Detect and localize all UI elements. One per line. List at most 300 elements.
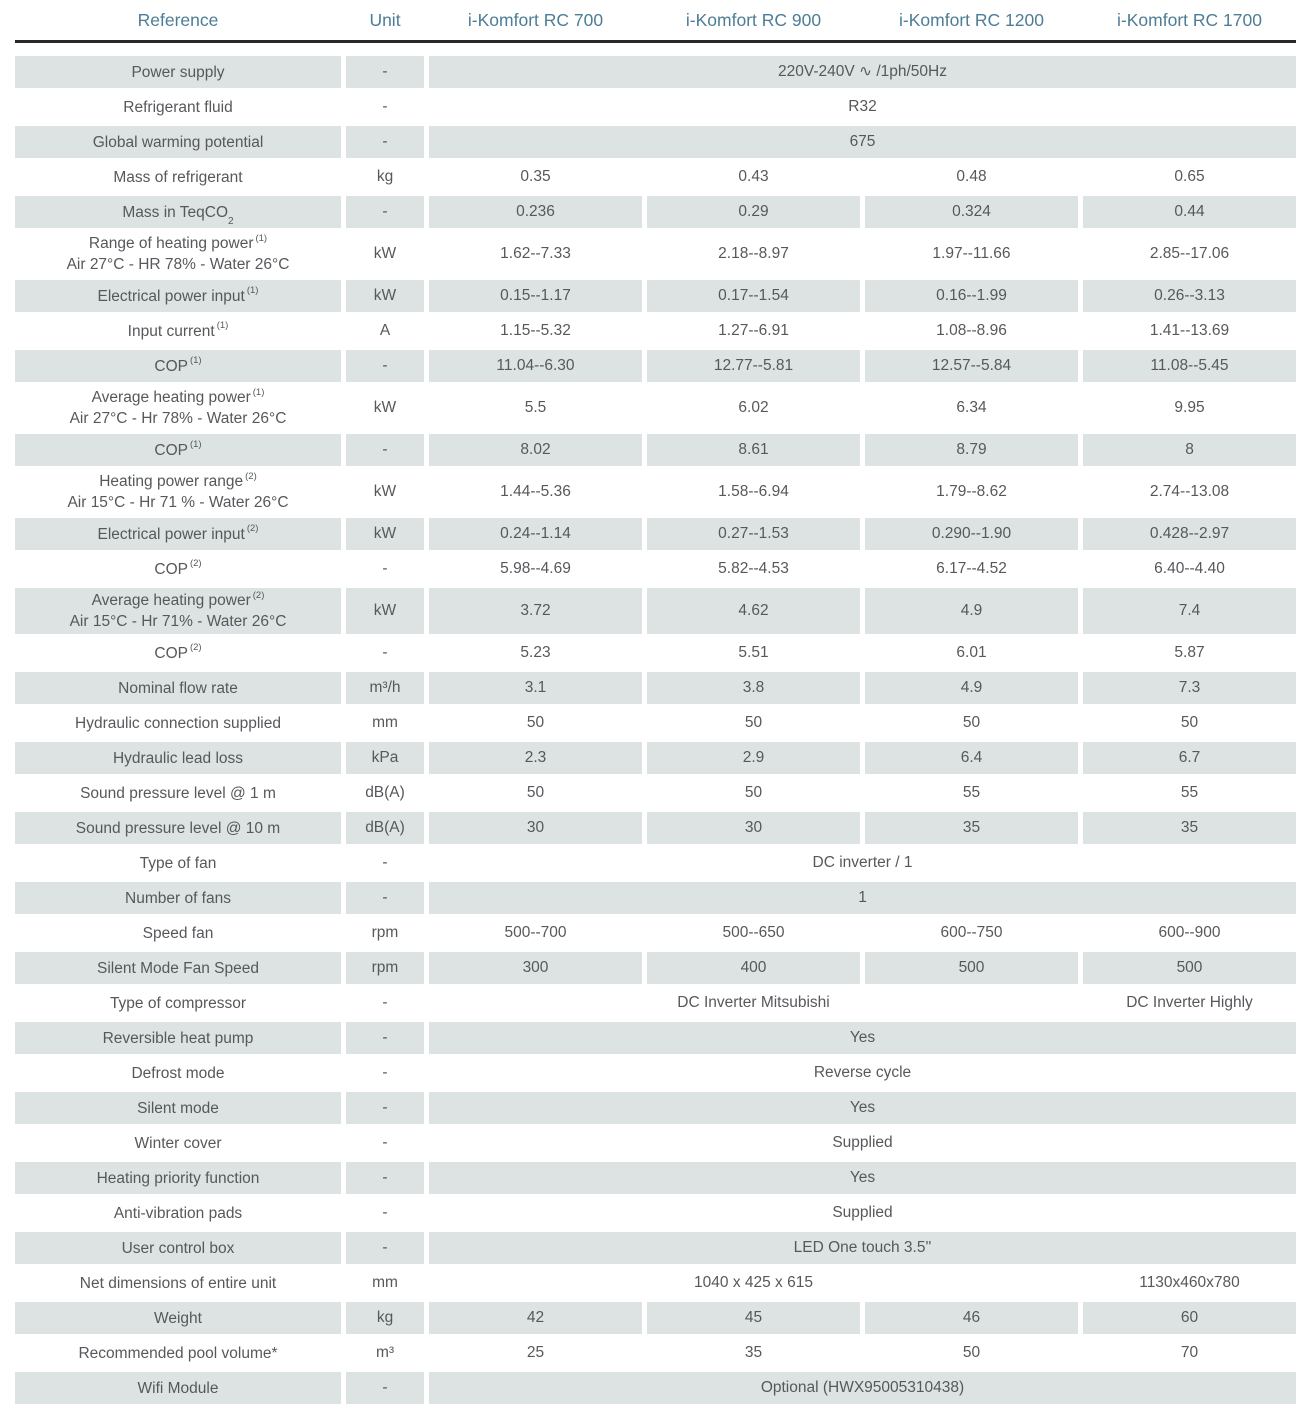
row-value: 0.16--1.99 [865, 280, 1078, 312]
row-label-text: Mass of refrigerant [113, 168, 243, 186]
row-label [15, 952, 341, 984]
row-value: 8 [1083, 434, 1296, 466]
row-label-text: Sound pressure level @ 10 m [75, 819, 281, 837]
row-label [15, 434, 341, 466]
row-label [15, 847, 341, 879]
row-label-line [93, 132, 264, 153]
table-row [15, 553, 1296, 585]
row-label-text: COP [154, 441, 188, 459]
row-label-text: User control box [121, 1239, 235, 1257]
row-value-span3: 1040 x 425 x 615 [694, 1274, 813, 1291]
row-label-text: Global warming potential [92, 133, 264, 151]
row-value: 50 [526, 784, 545, 801]
row-value: 12.77--5.81 [647, 350, 860, 382]
row-value: 0.43 [738, 168, 769, 185]
row-unit: - [346, 350, 424, 382]
row-value: 0.29 [647, 196, 860, 228]
table-row [15, 1267, 1296, 1299]
row-label-line [113, 748, 243, 769]
table-row [15, 1127, 1296, 1159]
table-row [15, 1092, 1296, 1124]
row-label-line [125, 888, 231, 909]
row-label-line [154, 356, 201, 377]
row-label [15, 1232, 341, 1264]
row-label [15, 91, 341, 123]
row-value: 8.61 [647, 434, 860, 466]
row-value: 0.48 [956, 168, 987, 185]
row-label-line [154, 559, 201, 580]
row-unit: rpm [371, 924, 399, 941]
row-value: 1.15--5.32 [500, 322, 571, 339]
row-label-line [89, 233, 267, 254]
row-value: 600--750 [940, 924, 1003, 941]
row-unit: kW [373, 483, 397, 500]
row-value: 6.34 [956, 399, 987, 416]
row-value: 6.7 [1083, 742, 1296, 774]
row-unit: kW [346, 588, 424, 634]
table-row [15, 1302, 1296, 1334]
row-value-span4: Reverse cycle [813, 1064, 912, 1081]
table-row [15, 1337, 1296, 1369]
row-label-line [92, 590, 265, 611]
row-unit: - [346, 56, 424, 88]
column-header-rc1700: i-Komfort RC 1700 [1083, 0, 1296, 40]
row-label-text: Anti-vibration pads [113, 1204, 243, 1222]
table-row [15, 126, 1296, 158]
row-value: 5.23 [520, 644, 551, 661]
row-value: 42 [429, 1302, 642, 1334]
row-unit: - [382, 994, 388, 1011]
row-label-text: Range of heating power [88, 235, 254, 252]
row-value: 2.3 [429, 742, 642, 774]
row-value: 2.18--8.97 [718, 245, 789, 262]
row-value: 4.9 [865, 672, 1078, 704]
row-value: 2.74--13.08 [1149, 483, 1230, 500]
table-row [15, 1057, 1296, 1089]
row-label-line [80, 783, 276, 804]
row-value: 3.1 [429, 672, 642, 704]
row-label [15, 280, 341, 312]
row-value-span4: 220V-240V ∿ /1ph/50Hz [429, 56, 1296, 88]
row-value: 35 [865, 812, 1078, 844]
row-value: 8.02 [429, 434, 642, 466]
row-unit: kW [346, 280, 424, 312]
row-unit: - [382, 98, 388, 115]
table-row [15, 987, 1296, 1019]
row-unit: - [346, 1092, 424, 1124]
row-value-span4: LED One touch 3.5'' [429, 1232, 1296, 1264]
row-label [15, 777, 341, 809]
row-value: 1.08--8.96 [936, 322, 1007, 339]
table-row [15, 588, 1296, 634]
table-row [15, 1372, 1296, 1404]
row-label-text: Electrical power input [97, 287, 245, 305]
column-header-unit: Unit [346, 0, 424, 40]
row-label-line [98, 286, 259, 307]
row-label-text: Average heating power [91, 389, 251, 406]
row-unit: - [382, 644, 388, 661]
row-label-text: COP [154, 644, 188, 662]
row-value: 11.08--5.45 [1083, 350, 1296, 382]
row-label-text: Input current [127, 322, 215, 340]
row-label-text: Defrost mode [131, 1064, 225, 1082]
table-row [15, 231, 1296, 277]
row-value: 1.27--6.91 [718, 322, 789, 339]
table-row [15, 1197, 1296, 1229]
row-value-span4: Supplied [832, 1204, 893, 1221]
row-label-line [97, 958, 259, 979]
row-value: 7.4 [1083, 588, 1296, 634]
row-label-text: Silent Mode Fan Speed [97, 959, 259, 977]
row-value: 6.17--4.52 [936, 560, 1007, 577]
row-value: 45 [647, 1302, 860, 1334]
row-label-text: Heating priority function [96, 1169, 260, 1187]
row-label-line [78, 1343, 277, 1364]
row-value: 500 [865, 952, 1078, 984]
row-unit: dB(A) [346, 812, 424, 844]
row-value: 0.17--1.54 [647, 280, 860, 312]
row-label-text: Reversible heat pump [102, 1029, 254, 1047]
row-value: 30 [647, 812, 860, 844]
row-label-line [143, 923, 214, 944]
row-unit: dB(A) [365, 784, 405, 801]
row-unit: A [379, 322, 391, 339]
row-label-text: Type of compressor [109, 994, 247, 1012]
row-label-text: Weight [154, 1309, 202, 1327]
table-row [15, 315, 1296, 347]
table-row [15, 742, 1296, 774]
row-value-span4: Optional (HWX95005310438) [429, 1372, 1296, 1404]
row-value: 1.97--11.66 [932, 245, 1011, 262]
row-label-line [122, 1238, 235, 1259]
row-unit: - [346, 1232, 424, 1264]
row-value: 300 [429, 952, 642, 984]
row-value: 35 [1083, 812, 1296, 844]
row-label [15, 315, 341, 347]
row-label-line [135, 1133, 222, 1154]
row-label-text: Power supply [131, 63, 225, 81]
row-label [15, 987, 341, 1019]
row-label [15, 1022, 341, 1054]
row-label [15, 1372, 341, 1404]
row-label-line [131, 62, 224, 83]
table-row [15, 91, 1296, 123]
header-divider [15, 40, 1296, 43]
row-label-conditions: Air 27°C - Hr 78% - Water 26°C [69, 410, 287, 427]
row-label-text: Silent mode [137, 1099, 219, 1117]
row-label-text: Winter cover [134, 1134, 222, 1152]
row-value: 12.57--5.84 [865, 350, 1078, 382]
row-label-line [113, 167, 242, 188]
row-value: 50 [526, 714, 545, 731]
row-value: 70 [1180, 1344, 1199, 1361]
row-value: 5.51 [738, 644, 769, 661]
row-value: 55 [962, 784, 981, 801]
row-label-line [131, 1063, 224, 1084]
row-label [15, 1057, 341, 1089]
table-row [15, 917, 1296, 949]
row-label-text: Net dimensions of entire unit [79, 1274, 277, 1292]
column-header-rc700: i-Komfort RC 700 [429, 0, 642, 40]
row-value: 35 [744, 1344, 763, 1361]
row-label-subscript: 2 [228, 215, 234, 227]
row-label-line [118, 678, 238, 699]
table-row [15, 707, 1296, 739]
row-unit: - [346, 1372, 424, 1404]
table-header [15, 0, 1296, 40]
row-value: 5.5 [524, 399, 547, 416]
row-value-span4: Supplied [832, 1134, 893, 1151]
row-label-line [103, 1028, 254, 1049]
row-label-text: Recommended pool volume* [78, 1344, 278, 1362]
row-value: 0.35 [520, 168, 551, 185]
row-label [15, 553, 341, 585]
table-row [15, 847, 1296, 879]
row-label [15, 161, 341, 193]
row-value: 600--900 [1158, 924, 1221, 941]
row-label-line [122, 202, 234, 227]
row-value: 1.79--8.62 [936, 483, 1007, 500]
row-label [15, 1197, 341, 1229]
column-header-rc900: i-Komfort RC 900 [647, 0, 860, 40]
row-value: 5.98--4.69 [500, 560, 571, 577]
row-value-span4: DC inverter / 1 [812, 854, 913, 871]
row-value: 0.65 [1174, 168, 1205, 185]
row-label-text: Hydraulic lead loss [112, 749, 244, 767]
row-label-line [80, 1273, 276, 1294]
table-row [15, 1232, 1296, 1264]
row-label [15, 1162, 341, 1194]
column-header-rc1200: i-Komfort RC 1200 [865, 0, 1078, 40]
row-value: 5.82--4.53 [718, 560, 789, 577]
row-label-line [138, 1378, 219, 1399]
row-value: 30 [429, 812, 642, 844]
row-label-text: Speed fan [142, 924, 214, 942]
row-value: 6.01 [956, 644, 987, 661]
row-value-span4: Yes [429, 1162, 1296, 1194]
table-row [15, 1022, 1296, 1054]
row-unit: - [382, 1134, 388, 1151]
row-value: 50 [962, 1344, 981, 1361]
row-value-span4: R32 [848, 98, 877, 115]
row-value: 5.87 [1174, 644, 1205, 661]
row-value: 0.27--1.53 [647, 518, 860, 550]
row-value: 9.95 [1174, 399, 1205, 416]
row-label-line [110, 993, 246, 1014]
row-value: 50 [1180, 714, 1199, 731]
row-value-span3: DC Inverter Mitsubishi [677, 994, 830, 1011]
row-value-span4: Yes [429, 1022, 1296, 1054]
row-label-conditions: Air 15°C - Hr 71% - Water 26°C [69, 613, 287, 630]
row-value: 1.62--7.33 [500, 245, 571, 262]
row-label-line [75, 713, 281, 734]
row-value: 4.62 [647, 588, 860, 634]
row-label-text: Wifi Module [137, 1379, 219, 1397]
row-label-text: Number of fans [125, 889, 231, 907]
row-value: 500 [1083, 952, 1296, 984]
row-label-footnote: (2) [245, 470, 257, 482]
row-label-line [154, 440, 201, 461]
row-unit: - [382, 560, 388, 577]
row-label-text: Refrigerant fluid [123, 98, 233, 116]
row-value: 1.44--5.36 [500, 483, 571, 500]
row-unit: kg [376, 168, 394, 185]
row-label [15, 672, 341, 704]
row-unit: kW [373, 245, 397, 262]
row-label [15, 518, 341, 550]
row-unit: kW [373, 399, 397, 416]
row-label-footnote: (2) [252, 589, 265, 601]
table-row [15, 469, 1296, 515]
table-row [15, 350, 1296, 382]
row-label [15, 588, 341, 634]
row-label-line [123, 97, 232, 118]
row-label-line [76, 818, 280, 839]
row-label-footnote: (1) [255, 232, 268, 244]
table-row [15, 672, 1296, 704]
table-row [15, 56, 1296, 88]
row-label-text: Type of fan [139, 854, 217, 872]
table-row [15, 196, 1296, 228]
row-value: 3.8 [647, 672, 860, 704]
row-unit: - [382, 1064, 388, 1081]
row-label-text: Hydraulic connection supplied [75, 714, 281, 732]
row-label [15, 1337, 341, 1369]
row-value: 6.4 [865, 742, 1078, 774]
row-unit: kPa [346, 742, 424, 774]
row-label [15, 231, 341, 277]
row-value: 400 [647, 952, 860, 984]
row-value-span4: 1 [429, 882, 1296, 914]
row-value: 500--650 [722, 924, 785, 941]
row-value: 6.40--4.40 [1154, 560, 1225, 577]
row-value: 7.3 [1083, 672, 1296, 704]
row-unit: - [346, 882, 424, 914]
row-value: 0.236 [429, 196, 642, 228]
row-label-text: Heating power range [99, 473, 244, 490]
row-label-line [137, 1098, 219, 1119]
row-label-text: Mass in TeqCO [122, 203, 229, 221]
row-unit: mm [372, 714, 398, 731]
row-label-line [128, 321, 229, 342]
row-unit: - [346, 1162, 424, 1194]
table-row [15, 882, 1296, 914]
row-label-line [97, 1168, 260, 1189]
row-label [15, 707, 341, 739]
row-value: 2.9 [647, 742, 860, 774]
row-label [15, 1092, 341, 1124]
row-value: 2.85--17.06 [1149, 245, 1230, 262]
row-label-footnote: (1) [246, 285, 259, 297]
row-label-footnote: (1) [189, 355, 202, 367]
row-label [15, 812, 341, 844]
table-row [15, 280, 1296, 312]
row-value-span4: 675 [429, 126, 1296, 158]
row-label-footnote: (1) [216, 320, 229, 332]
row-unit: - [382, 854, 388, 871]
row-label [15, 917, 341, 949]
row-value: 0.26--3.13 [1083, 280, 1296, 312]
row-value: 0.44 [1083, 196, 1296, 228]
table-row [15, 777, 1296, 809]
row-label-footnote: (1) [189, 439, 202, 451]
row-label [15, 742, 341, 774]
row-value: 55 [1180, 784, 1199, 801]
row-label-footnote: (2) [246, 523, 259, 535]
row-value: 11.04--6.30 [429, 350, 642, 382]
row-label-line [92, 387, 265, 408]
row-value: 46 [865, 1302, 1078, 1334]
row-value: 0.15--1.17 [429, 280, 642, 312]
row-unit: - [346, 126, 424, 158]
row-label-text: Average heating power [91, 592, 251, 609]
row-value: 50 [962, 714, 981, 731]
row-label-footnote: (1) [252, 386, 265, 398]
row-label [15, 126, 341, 158]
row-label-line [154, 1308, 202, 1329]
row-label [15, 637, 341, 669]
table-row [15, 161, 1296, 193]
table-row [15, 518, 1296, 550]
row-value: 1.41--13.69 [1149, 322, 1230, 339]
table-row [15, 385, 1296, 431]
row-label [15, 469, 341, 515]
row-label [15, 1302, 341, 1334]
row-unit: - [346, 434, 424, 466]
row-label-footnote: (2) [189, 642, 202, 654]
row-label [15, 1127, 341, 1159]
row-label [15, 196, 341, 228]
row-label [15, 350, 341, 382]
row-unit: - [382, 1204, 388, 1221]
row-value: DC Inverter Highly [1126, 994, 1253, 1011]
table-body [15, 56, 1296, 1404]
row-unit: - [346, 1022, 424, 1054]
table-row [15, 434, 1296, 466]
row-value: 50 [744, 714, 763, 731]
row-value: 8.79 [865, 434, 1078, 466]
row-value: 0.324 [865, 196, 1078, 228]
row-value: 25 [526, 1344, 545, 1361]
row-value: 50 [744, 784, 763, 801]
row-unit: m³ [375, 1344, 395, 1361]
row-label-conditions: Air 27°C - HR 78% - Water 26°C [66, 256, 290, 273]
row-label-line [98, 524, 259, 545]
row-label-text: Sound pressure level @ 1 m [80, 784, 276, 802]
row-label-conditions: Air 15°C - Hr 71 % - Water 26°C [67, 494, 289, 511]
row-unit: rpm [346, 952, 424, 984]
row-label-text: COP [154, 560, 188, 578]
row-label [15, 1267, 341, 1299]
row-value: 3.72 [429, 588, 642, 634]
row-label [15, 56, 341, 88]
row-unit: kg [346, 1302, 424, 1334]
row-unit: mm [372, 1274, 398, 1291]
row-label-line [99, 471, 257, 492]
table-row [15, 952, 1296, 984]
row-label-text: COP [154, 357, 188, 375]
row-value: 0.428--2.97 [1083, 518, 1296, 550]
row-value: 6.02 [738, 399, 769, 416]
row-unit: - [346, 196, 424, 228]
row-value: 4.9 [865, 588, 1078, 634]
row-value: 1130x460x780 [1139, 1274, 1240, 1291]
table-row [15, 637, 1296, 669]
row-label-footnote: (2) [189, 558, 202, 570]
row-value-span4: Yes [429, 1092, 1296, 1124]
row-label [15, 882, 341, 914]
row-value: 60 [1083, 1302, 1296, 1334]
